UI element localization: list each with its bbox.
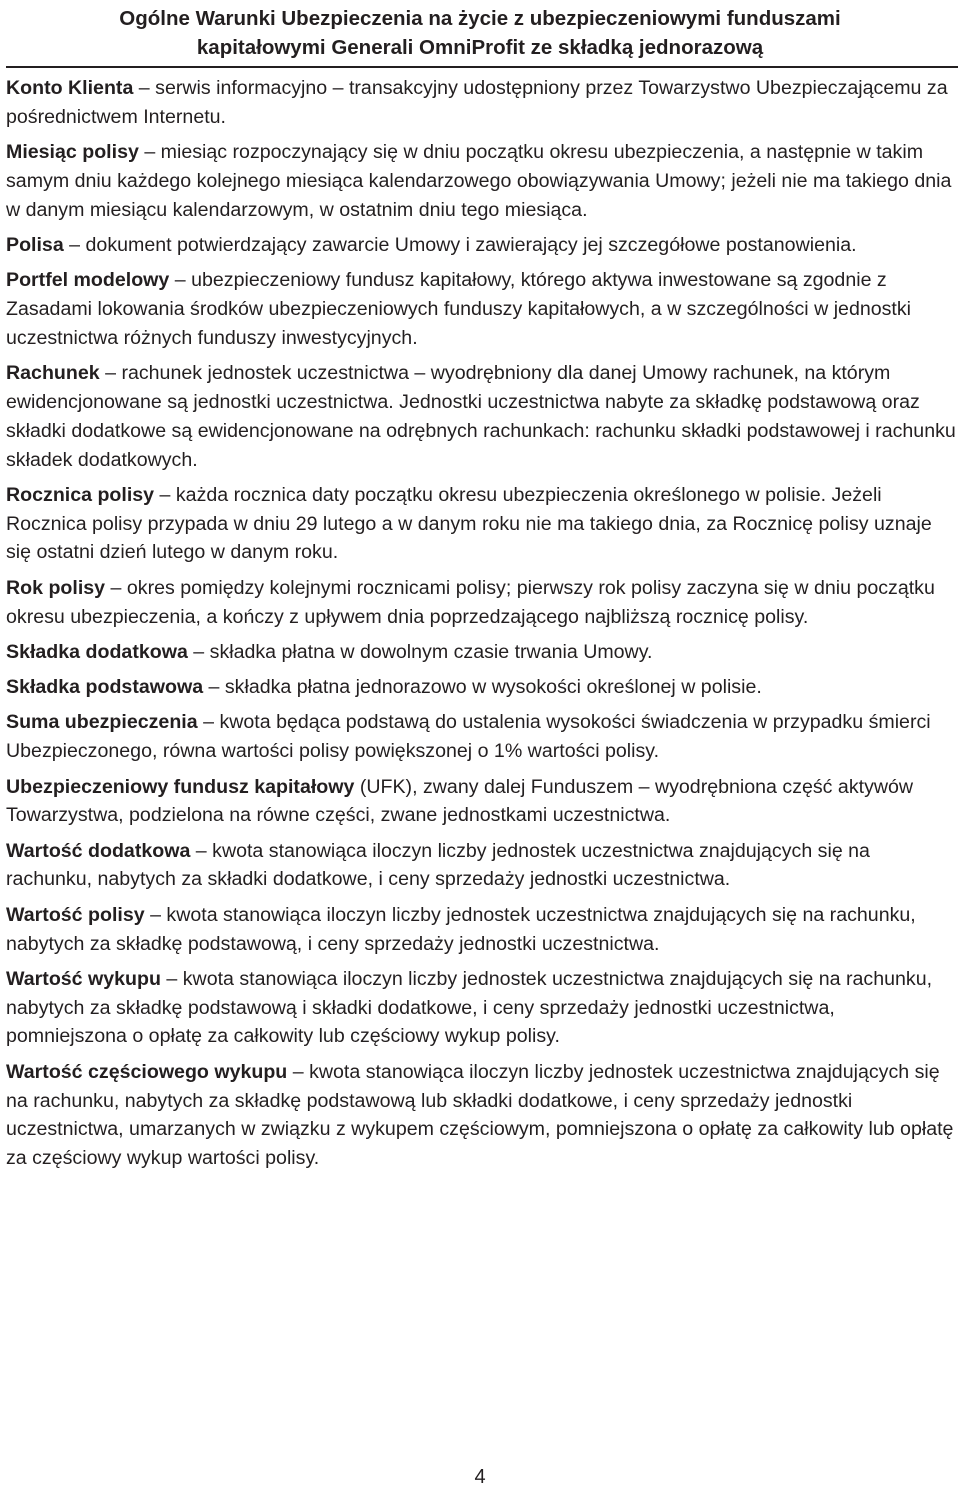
definition-text: – kwota stanowiąca iloczyn liczby jednostek uczestnictwa znajdujących się na rachunku, nabytych za składkę podstawową, i ceny sprzedaży jednostki uczestnictwa. xyxy=(6,903,916,955)
definition-skladka-podstawowa xyxy=(6,673,956,702)
definition-text: – kwota stanowiąca iloczyn liczby jednostek uczestnictwa znajdujących się na rachunku, nabytych za składki dodatkowe, i ceny sprzedaży jednostki uczestnictwa. xyxy=(6,839,870,891)
definition-term: Polisa xyxy=(6,233,64,256)
definition-text: – okres pomiędzy kolejnymi rocznicami polisy; pierwszy rok polisy zaczyna się w dniu początku okresu ubezpieczenia, a kończy z upływem dnia poprzedzającego najbliższą rocznicę polisy. xyxy=(6,576,935,628)
definition-term: Wartość wykupu xyxy=(6,967,161,990)
definition-konto-klienta xyxy=(6,74,956,132)
definition-term: Ubezpieczeniowy fundusz kapitałowy xyxy=(6,775,355,798)
definition-text: – miesiąc rozpoczynający się w dniu początku okresu ubezpieczenia, a następnie w takim samym dniu każdego kolejnego miesiąca kalendarzowego obowiązywania Umowy; jeżeli nie ma takiego dnia w danym miesiącu kalendarzowym, w ostatnim dniu tego miesiąca. xyxy=(6,141,952,221)
definition-text: – kwota stanowiąca iloczyn liczby jednostek uczestnictwa znajdujących się na rachunku, nabytych za składkę podstawową lub składki dodatkowe, i ceny sprzedaży jednostki uczestnictwa, umarzanych w związku z wykupem częściowym, pomniejszona o opłatę za całkowity lub opłatę za częściowy wykup wartości polisy. xyxy=(6,1060,954,1170)
definition-miesiac-polisy xyxy=(6,138,956,224)
definition-term: Wartość dodatkowa xyxy=(6,839,191,862)
definition-text: – kwota stanowiąca iloczyn liczby jednostek uczestnictwa znajdujących się na rachunku, nabytych za składkę podstawową i składki dodatkowe, i ceny sprzedaży jednostki uczestnictwa, pomniejszona o opłatę za całkowity lub częściowy wykup polisy. xyxy=(6,967,933,1048)
definition-text: – każda rocznica daty początku okresu ubezpieczenia określonego w polisie. Jeżeli Rocznica polisy przypada w dniu 29 lutego a w danym roku nie ma takiego dnia, za Rocznicę polisy uznaje się ostatni dzień lutego w danym roku. xyxy=(6,483,932,564)
definition-text: – serwis informacyjno – transakcyjny udostępniony przez Towarzystwo Ubezpieczającemu za pośrednictwem Internetu. xyxy=(6,77,948,128)
document-header xyxy=(0,4,960,62)
definition-term: Suma ubezpieczenia xyxy=(6,711,198,734)
definition-ubezpieczeniowy-fundusz-kapitalowy xyxy=(6,773,956,831)
definition-text: – dokument potwierdzający zawarcie Umowy i zawierający jej szczegółowe postanowienia. xyxy=(63,233,857,256)
definition-wartosc-wykupu xyxy=(6,965,956,1051)
definition-wartosc-dodatkowa xyxy=(6,837,956,895)
definition-term: Rok polisy xyxy=(6,576,106,599)
header-divider xyxy=(6,66,958,68)
definition-text: (UFK), zwany dalej Funduszem – wyodrębniona część aktywów Towarzystwa, podzielona na równe części, zwane jednostkami uczestnictwa. xyxy=(6,775,914,827)
header-title-line-2: kapitałowymi Generali OmniProfit ze składką jednorazową xyxy=(196,36,764,59)
definition-text: – składka płatna jednorazowo w wysokości określonej w polisie. xyxy=(203,676,762,699)
definition-term: Miesiąc polisy xyxy=(6,141,139,164)
definition-polisa xyxy=(6,231,956,260)
definition-wartosc-polisy xyxy=(6,901,956,959)
definition-rachunek xyxy=(6,359,956,474)
header-title-line-1: Ogólne Warunki Ubezpieczenia na życie z ubezpieczeniowymi funduszami xyxy=(119,7,841,30)
definition-text: – składka płatna w dowolnym czasie trwania Umowy. xyxy=(187,640,653,663)
definition-text: – kwota będąca podstawą do ustalenia wysokości świadczenia w przypadku śmierci Ubezpieczonego, równa wartości polisy powiększonej o 1% wartości polisy. xyxy=(6,711,931,763)
definition-term: Konto Klienta xyxy=(6,77,134,99)
definition-rocznica-polisy xyxy=(6,481,956,567)
definition-term: Rachunek xyxy=(6,362,100,385)
definitions-list xyxy=(6,74,956,1179)
definition-wartosc-czesciowego-wykupu xyxy=(6,1058,956,1173)
definition-suma-ubezpieczenia xyxy=(6,708,956,766)
definition-term: Składka dodatkowa xyxy=(6,640,188,663)
definition-skladka-dodatkowa xyxy=(6,638,956,667)
definition-term: Rocznica polisy xyxy=(6,483,155,506)
definition-rok-polisy xyxy=(6,574,956,632)
definition-term: Wartość częściowego wykupu xyxy=(6,1060,288,1083)
definition-term: Składka podstawowa xyxy=(6,676,204,699)
definition-term: Portfel modelowy xyxy=(6,269,170,292)
definition-portfel-modelowy xyxy=(6,266,956,352)
definition-term: Wartość polisy xyxy=(6,903,145,926)
definition-text: – rachunek jednostek uczestnictwa – wyodrębniony dla danej Umowy rachunek, na którym ewidencjonowane są jednostki uczestnictwa. Jednostki uczestnictwa nabyte za składkę podstawową oraz składki dodatkowe są ewidencjonowane na odrębnych rachunkach: rachunku składki podstawowej i rachunku składek dodatkowych. xyxy=(6,362,956,471)
page-number: 4 xyxy=(474,1466,486,1488)
definition-text: – ubezpieczeniowy fundusz kapitałowy, którego aktywa inwestowane są zgodnie z Zasadami lokowania środków ubezpieczeniowych funduszy kapitałowych, a w szczególności w jednostki uczestnictwa różnych funduszy inwestycyjnych. xyxy=(6,269,912,349)
